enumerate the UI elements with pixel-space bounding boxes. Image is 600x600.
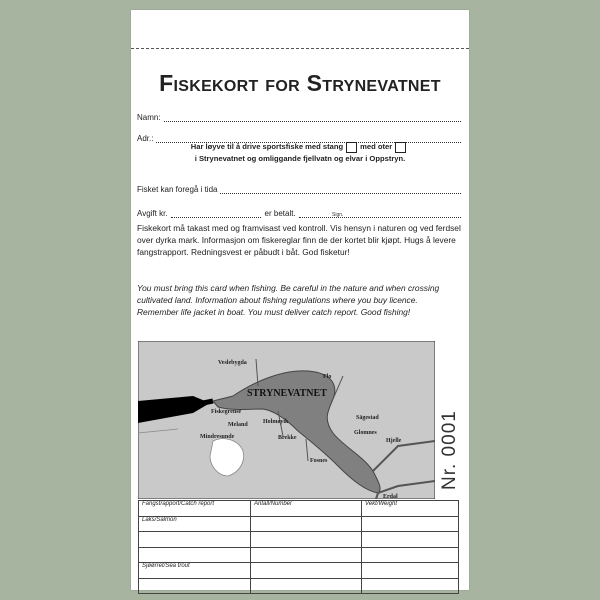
number-cell[interactable] <box>251 578 362 594</box>
card-title: Fiskekort for Strynevatnet <box>159 70 441 96</box>
fee-paid-label: er betalt. <box>264 209 296 218</box>
place-brekke: Brekke <box>278 435 297 441</box>
row-label <box>139 578 251 594</box>
table-row <box>139 532 459 548</box>
number-cell[interactable] <box>251 547 362 563</box>
weight-cell[interactable] <box>362 563 459 579</box>
lake-map <box>138 341 435 499</box>
norwegian-instructions: Fiskekort må takast med og framvisast ved kontroll. Vis hensyn i naturen og ved ferdsel over dyrka mark. Informasjon om fiskereglar finn de der kortet blir kjøpt. Hugs å levere fangstrapport. Redningsvest er påbudt i båt. God fisketur! <box>137 223 461 258</box>
sign-label: Sign. <box>332 212 344 218</box>
signature-line <box>299 211 461 218</box>
rod-checkbox[interactable] <box>346 142 357 153</box>
serial-number: Nr. 0001 <box>439 410 460 490</box>
name-label: Namn: <box>137 113 161 122</box>
lake-name: STRYNEVATNET <box>247 388 327 399</box>
place-fiskegrense: Fiskegrense <box>211 409 242 415</box>
row-label <box>139 532 251 548</box>
weight-cell[interactable] <box>362 578 459 594</box>
place-veslebygda: Veslebygda <box>218 360 247 366</box>
table-row <box>139 547 459 563</box>
table-row <box>139 563 459 579</box>
number-cell[interactable] <box>251 563 362 579</box>
row-label <box>139 547 251 563</box>
table-header-row <box>139 501 459 517</box>
place-flo: Flo <box>323 374 332 380</box>
place-mindresunde: Mindresunde <box>200 434 235 440</box>
name-line <box>164 115 461 122</box>
weight-cell[interactable] <box>362 532 459 548</box>
place-glomnes: Glomnes <box>354 430 377 436</box>
header-catch-report: Fangstrapport/Catch report <box>139 501 251 517</box>
fee-field[interactable] <box>137 209 461 218</box>
catch-report-table <box>138 500 459 594</box>
number-cell[interactable] <box>251 516 362 532</box>
address-label: Adr.: <box>137 134 154 143</box>
permit-line2: i Strynevatnet og omliggande fjellvatn og elvar i Oppstryn. <box>194 154 406 163</box>
perforation-line <box>131 48 469 49</box>
otter-label: med oter <box>360 142 393 151</box>
time-field[interactable] <box>137 185 461 194</box>
table-row <box>139 578 459 594</box>
place-fosnes: Fosnes <box>310 458 328 464</box>
place-erdal: Erdal <box>383 494 398 499</box>
fishing-card <box>131 10 469 590</box>
place-meland: Meland <box>228 422 248 428</box>
place-sagestad: Sägestad <box>356 415 379 421</box>
permit-text <box>131 141 469 165</box>
row-label: Laks/Salmon <box>139 516 251 532</box>
place-hjelle: Hjelle <box>386 438 402 444</box>
place-holmevik: Holmøyik <box>263 419 289 425</box>
name-field[interactable] <box>137 113 461 122</box>
header-weight: Vekt/Weight <box>362 501 459 517</box>
table-row <box>139 516 459 532</box>
fee-label: Avgift kr. <box>137 209 168 218</box>
time-line <box>220 187 461 194</box>
permit-line1: Har løyve til å drive sportsfiske med stang <box>190 142 344 151</box>
english-instructions: You must bring this card when fishing. Be careful in the nature and when crossing cultivated land. Information about fishing regulations where you buy licence. Remember life jacket in boat. You must deliver catch report. Good fishing! <box>137 283 440 318</box>
header-number: Antall/Number <box>251 501 362 517</box>
time-label: Fisket kan foregå i tida <box>137 185 218 194</box>
row-label: Sjøørret/Sea trout <box>139 563 251 579</box>
otter-checkbox[interactable] <box>395 142 406 153</box>
number-cell[interactable] <box>251 532 362 548</box>
weight-cell[interactable] <box>362 547 459 563</box>
weight-cell[interactable] <box>362 516 459 532</box>
fee-amount-line <box>171 211 261 218</box>
